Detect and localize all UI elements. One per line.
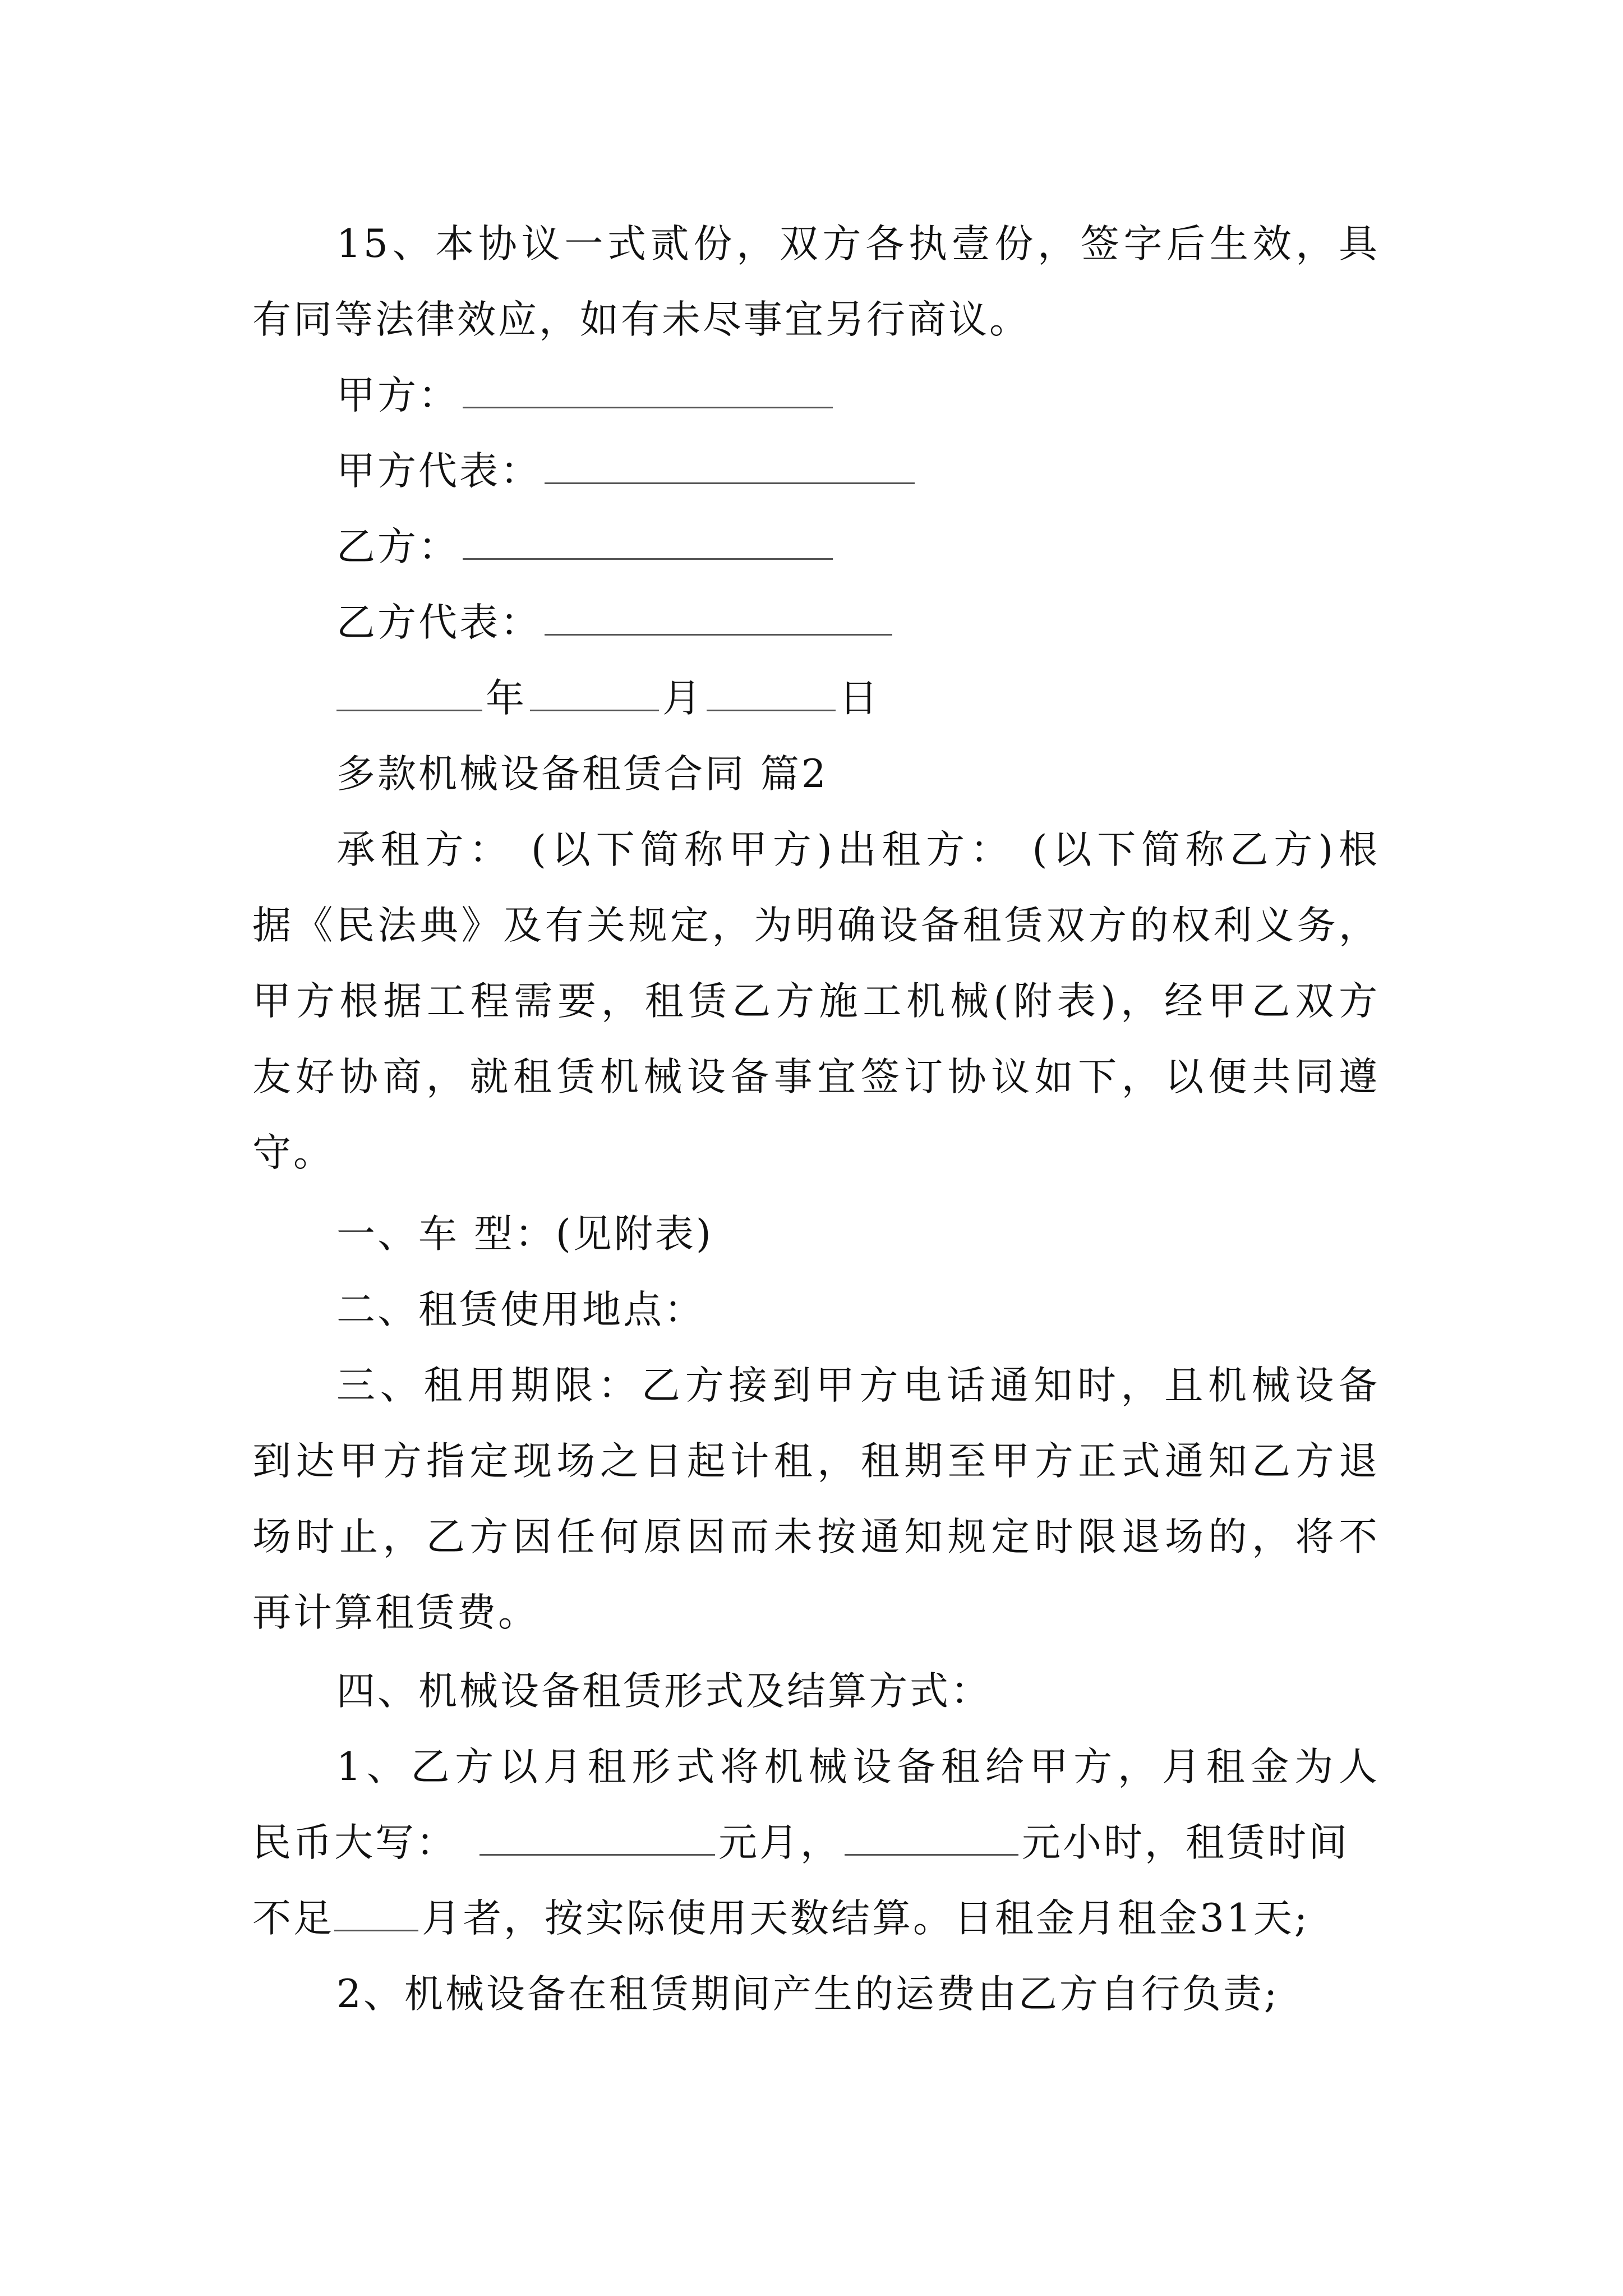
intro-line-4: 友好协商，就租赁机械设备事宜签订协议如下，以便共同遵 <box>252 1055 1380 1099</box>
day-blank <box>707 675 836 711</box>
date-field <box>336 670 1380 726</box>
sub-1-rmb-label: 民币大写： <box>252 1820 457 1865</box>
clause-15-line-2: 有同等法律效应，如有未尽事宜另行商议。 <box>252 297 1030 342</box>
sub-2: 2、机械设备在租赁期间产生的运费由乙方自行负责; <box>336 1972 1280 2017</box>
sub-1-settlement: 月者，按实际使用天数结算。日租金月租金31天; <box>422 1896 1310 1941</box>
year-blank <box>336 675 482 711</box>
party-b-blank <box>463 523 833 560</box>
hourly-rent-blank <box>845 1819 1018 1856</box>
party-b-label: 乙方： <box>336 524 459 569</box>
intro-line-3: 甲方根据工程需要，租赁乙方施工机械(附表)，经甲乙双方 <box>252 979 1380 1024</box>
day-label: 日 <box>839 676 880 721</box>
sub-1-yuan-month: 元月， <box>718 1820 841 1865</box>
sub-1-line-1: 1、乙方以月租形式将机械设备租给甲方，月租金为人 <box>336 1745 1380 1789</box>
party-b-rep-field <box>336 595 1380 651</box>
year-label: 年 <box>486 676 527 721</box>
item-3-line-4: 再计算租赁费。 <box>252 1590 539 1635</box>
party-a-field <box>336 367 1380 424</box>
party-a-rep-label: 甲方代表： <box>336 449 541 494</box>
item-2: 二、租赁使用地点： <box>336 1287 705 1332</box>
item-3-line-1: 三、租用期限：乙方接到甲方电话通知时，且机械设备 <box>336 1363 1380 1408</box>
item-1: 一、车 型：(见附表) <box>336 1212 713 1257</box>
month-blank <box>530 675 659 711</box>
intro-line-2: 据《民法典》及有关规定，为明确设备租赁双方的权利义务， <box>252 903 1380 948</box>
monthly-rent-blank <box>479 1819 715 1856</box>
sub-1-line-2 <box>252 1815 1380 1871</box>
month-label: 月 <box>662 676 703 721</box>
section-title: 多款机械设备租赁合同 篇2 <box>336 752 828 797</box>
months-blank <box>334 1895 418 1931</box>
party-b-rep-label: 乙方代表： <box>336 600 541 645</box>
sub-1-line-3 <box>252 1890 1380 1947</box>
party-b-field <box>336 519 1380 575</box>
party-a-label: 甲方： <box>336 373 459 418</box>
item-3-line-2: 到达甲方指定现场之日起计租，租期至甲方正式通知乙方退 <box>252 1439 1380 1484</box>
party-a-blank <box>463 372 833 408</box>
party-b-rep-blank <box>545 599 892 636</box>
sub-1-yuan-hour: 元小时，租赁时间 <box>1022 1820 1349 1865</box>
party-a-rep-field <box>336 443 1380 499</box>
intro-line-1: 承租方： (以下简称甲方)出租方： (以下简称乙方)根 <box>336 827 1380 872</box>
item-3-line-3: 场时止，乙方因任何原因而未按通知规定时限退场的，将不 <box>252 1515 1380 1559</box>
clause-15-line-1: 15、本协议一式贰份，双方各执壹份，签字后生效，具 <box>336 222 1380 266</box>
item-4: 四、机械设备租赁形式及结算方式： <box>336 1669 992 1714</box>
party-a-rep-blank <box>545 448 915 484</box>
sub-1-less-than: 不足 <box>252 1896 334 1941</box>
intro-line-5: 守。 <box>252 1130 334 1175</box>
